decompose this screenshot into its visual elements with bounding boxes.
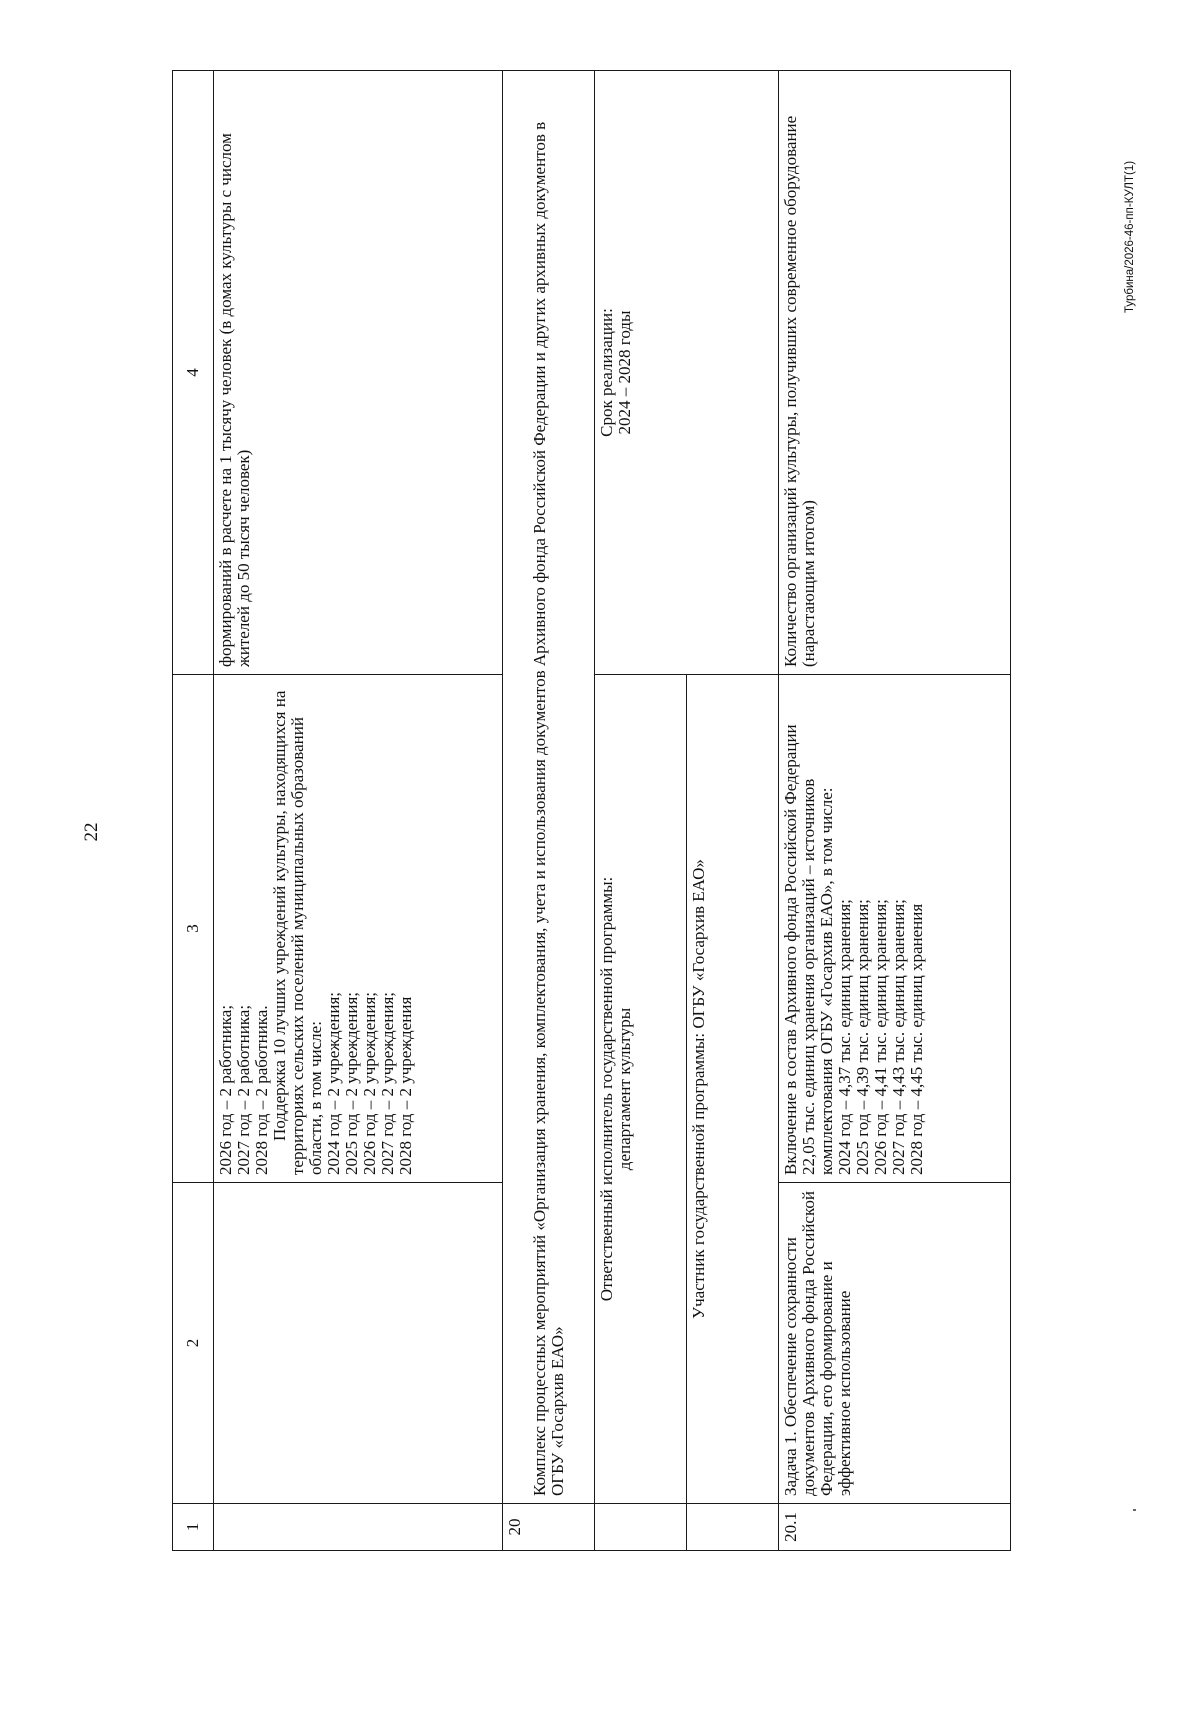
period-label: Срок реализации: [597,308,616,437]
row-20-1-year-line: 2025 год – 4,39 тыс. единиц хранения; [853,899,872,1175]
period-cell [595,71,779,675]
responsible-label: Ответственный исполнитель государственной программы: [597,876,616,1302]
responsible-value: департамент культуры [615,1007,634,1171]
header-col-2: 2 [173,1183,214,1504]
row-20-title: Комплекс процессных мероприятий «Организация хранения, комплектования, учета и использования документов Архивного фонда Российской Федерации и других архивных документов в ОГБУ «Госархив ЕАО» [503,71,595,1504]
row-20-1-year-line: 2028 год – 4,45 тыс. единиц хранения [907,903,926,1175]
program-table [172,70,1011,1551]
header-col-1: 1 [173,1504,214,1551]
document-id-footer: Турбина/2026-46-пп-КУЛТ(1) [1124,160,1136,313]
cont-institution-line: 2028 год – 2 учреждения [396,996,415,1175]
cont-institution-line: 2027 год – 2 учреждения; [378,992,397,1175]
row-20-1-year-line: 2024 год – 4,37 тыс. единиц хранения; [835,899,854,1175]
row-20-1-result-main: Включение в состав Архивного фонда Российской Федерации 22,05 тыс. единиц хранения организаций – источников комплектования ОГБУ «Госархив ЕАО», в том числе: [781,724,836,1175]
cont-institution-line: 2024 год – 2 учреждения; [324,992,343,1175]
row-20-1-year-line: 2026 год – 4,41 тыс. единиц хранения; [871,899,890,1175]
row-20-number: 20 [503,1504,595,1551]
row-20-1-number: 20.1 [779,1504,1011,1551]
header-col-4: 4 [173,71,214,675]
responsible-cell [595,675,687,1504]
row-20-1-indicator: Количество организаций культуры, получивших современное оборудование (нарастающим итогом) [779,71,1011,675]
header-col-3: 3 [173,675,214,1183]
cont-col-3 [214,675,503,1183]
cont-year-line: 2027 год – 2 работника; [234,1004,253,1175]
page-number: 22 [81,822,102,842]
row-20-1 [779,71,1011,1551]
cont-indicator: формирований в расчете на 1 тысячу человек (в домах культуры с числом жителей до 50 тысяч человек) [214,71,503,675]
period-value: 2024 – 2028 годы [615,310,634,435]
cont-year-line: 2028 год – 2 работника. [252,1005,271,1175]
continuation-row [214,71,503,1551]
header-row [173,71,214,1551]
document-sheet [172,71,1096,1551]
participant-col-1 [687,1504,779,1551]
row-20 [503,71,595,1551]
cont-institution-line: 2025 год – 2 учреждения; [342,992,361,1175]
scan-speck [1133,1509,1136,1511]
cont-col-2 [214,1183,503,1504]
responsible-row [595,71,687,1551]
rotated-table-wrapper [172,71,1096,1551]
cont-year-line: 2026 год – 2 работника; [216,1004,235,1175]
row-20-1-year-line: 2027 год – 4,43 тыс. единиц хранения; [889,899,908,1175]
responsible-col-1 [595,1504,687,1551]
participant-cell: Участник государственной программы: ОГБУ «Госархив ЕАО» [687,675,779,1504]
row-20-1-result [779,675,1011,1183]
cont-support-paragraph: Поддержка 10 лучших учреждений культуры, находящихся на территориях сельских поселений муниципальных образований области, в том числе: [270,690,325,1175]
cont-col-1 [214,1504,503,1551]
row-20-1-task: Задача 1. Обеспечение сохранности документов Архивного фонда Российской Федерации, его формирование и эффективное использование [779,1183,1011,1504]
cont-institution-line: 2026 год – 2 учреждения; [360,992,379,1175]
